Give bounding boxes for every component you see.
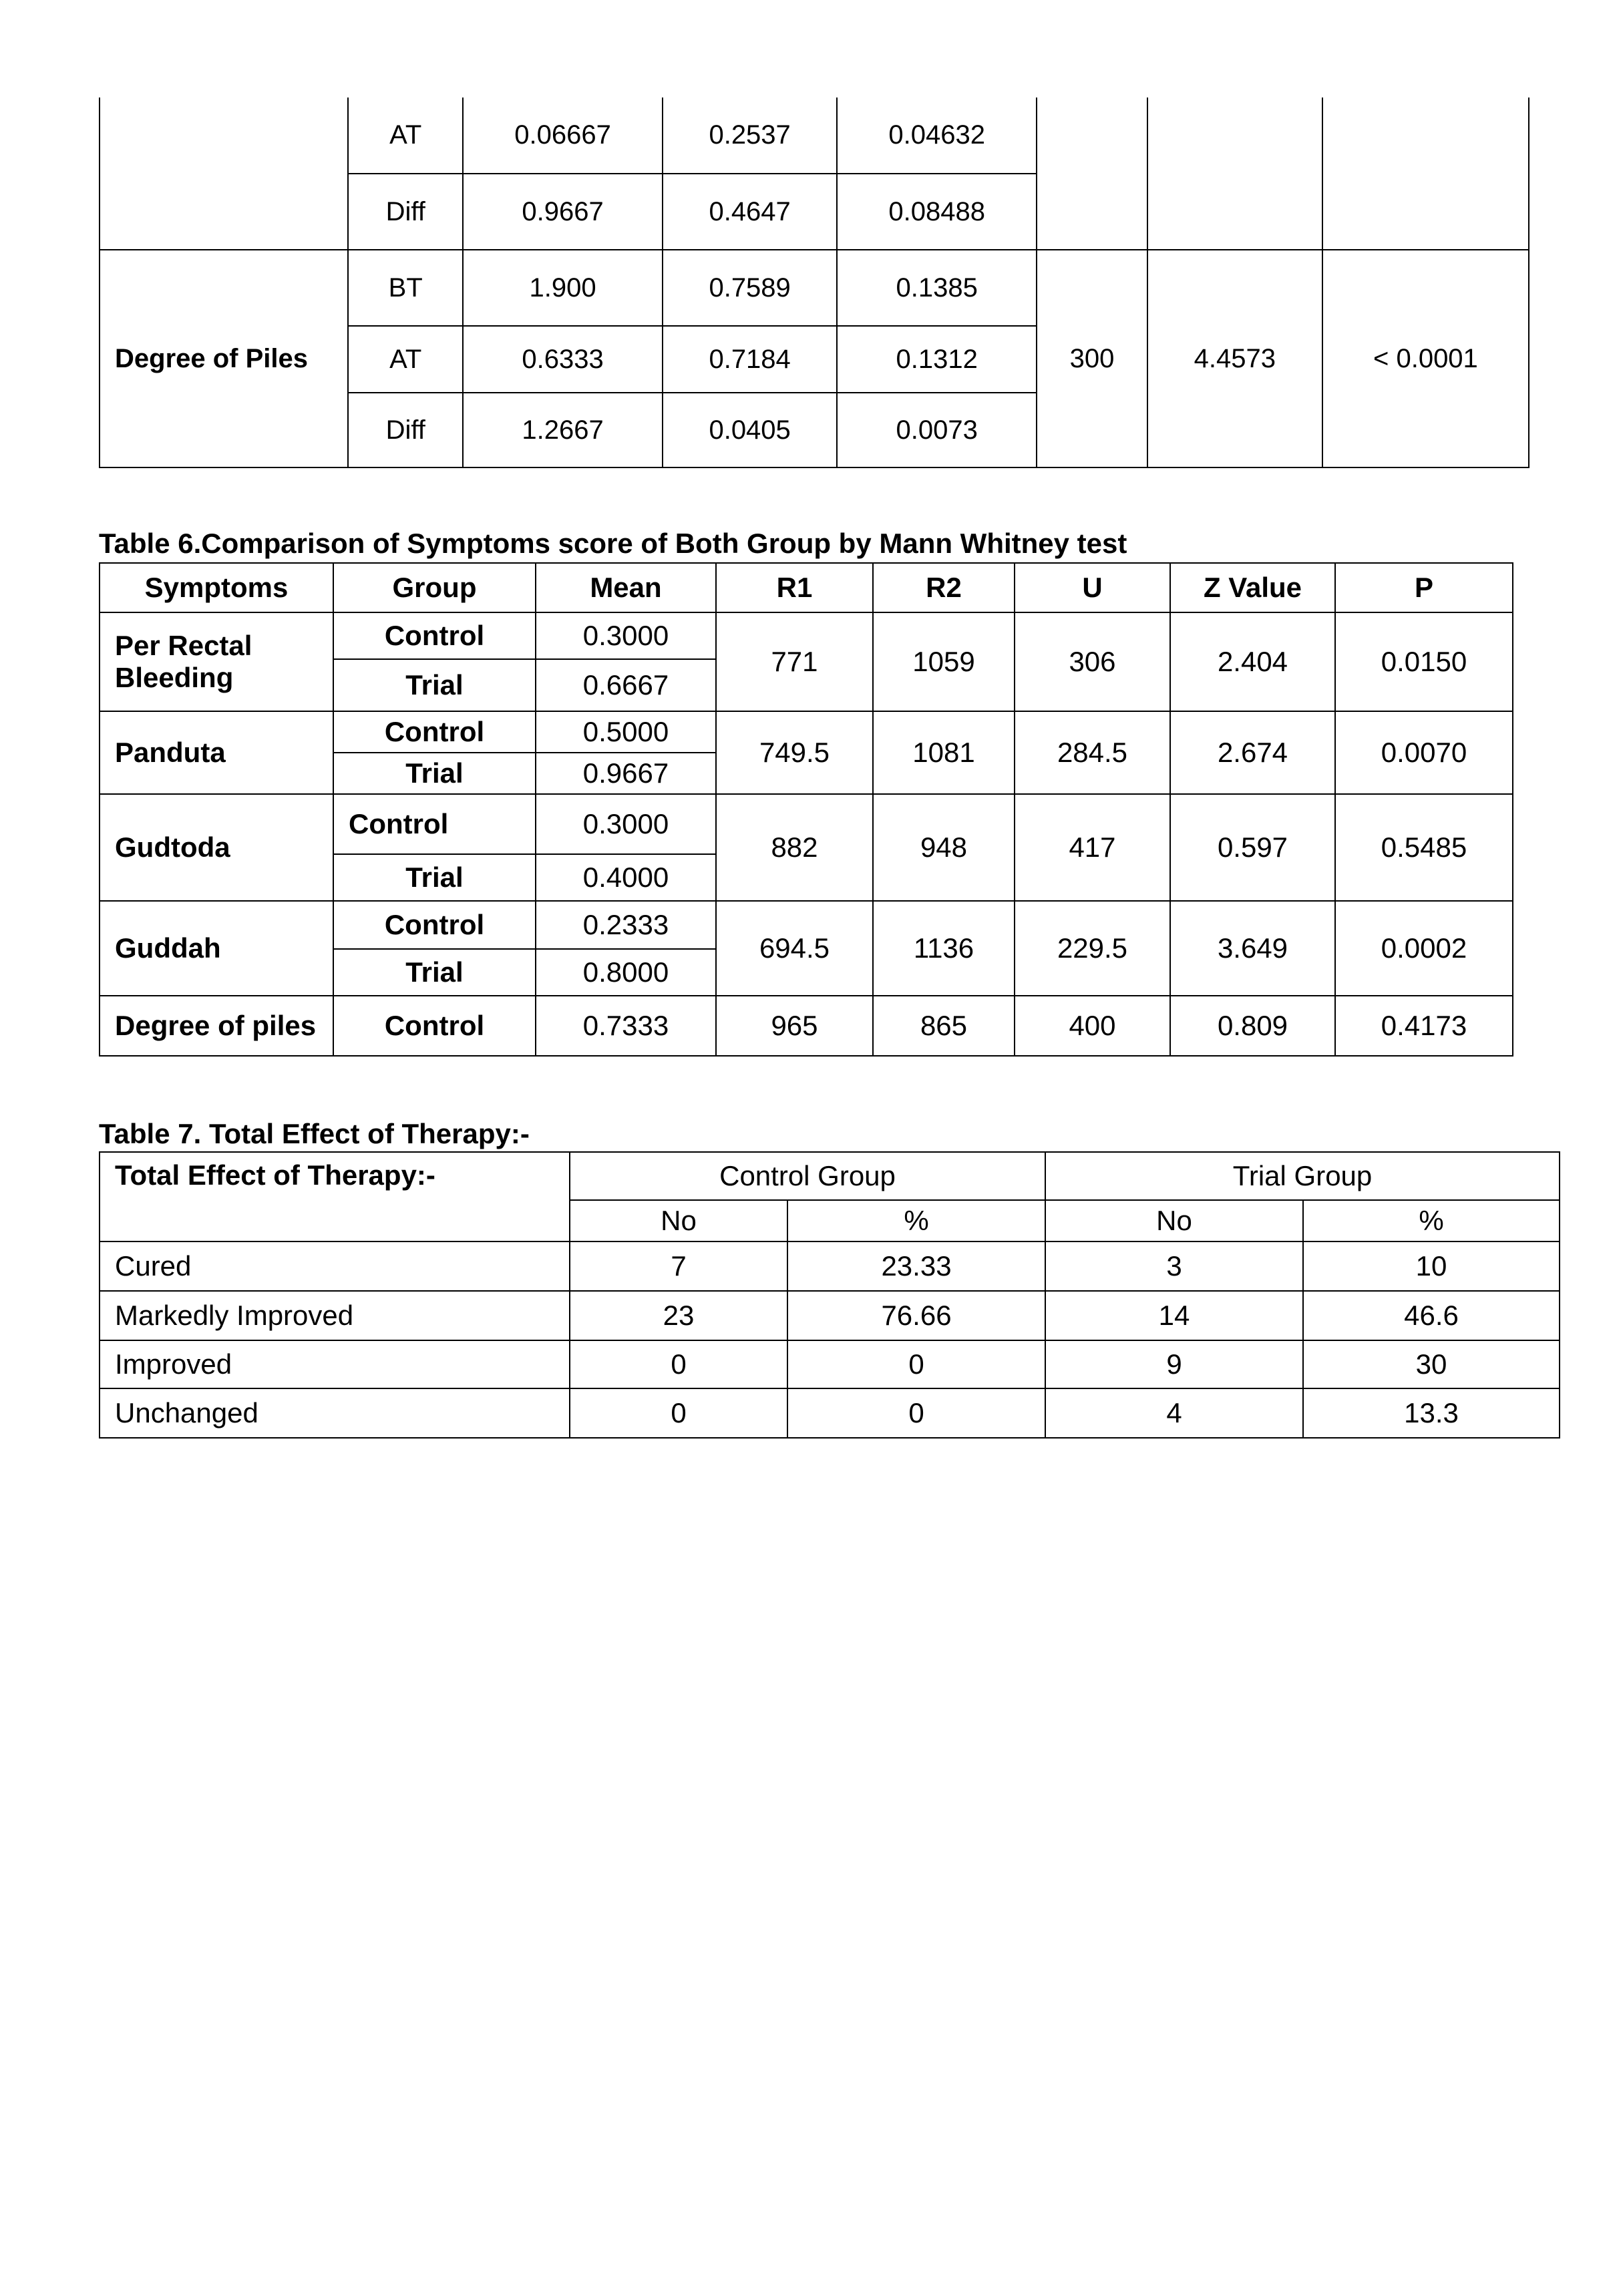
w-cell-empty — [1037, 98, 1147, 250]
z-cell: 0.809 — [1170, 996, 1335, 1056]
z-cell: 3.649 — [1170, 901, 1335, 996]
group-cell: Trial — [333, 854, 536, 901]
table-5-continued — [99, 98, 1529, 468]
effect-label: Cured — [100, 1241, 570, 1291]
p-cell: 0.5485 — [1335, 794, 1513, 901]
se-cell: 0.08488 — [837, 174, 1037, 250]
symptom-name: Per Rectal Bleeding — [100, 612, 333, 711]
u-cell: 417 — [1015, 794, 1170, 901]
row-label: Diff — [348, 393, 463, 467]
sd-cell: 0.7589 — [663, 250, 837, 326]
sd-cell: 0.7184 — [663, 326, 837, 393]
symptom-name: Guddah — [100, 901, 333, 996]
mean-cell: 0.9667 — [463, 174, 663, 250]
mean-cell: 0.2333 — [536, 901, 716, 949]
table-row — [100, 1241, 1560, 1291]
z-cell: 2.674 — [1170, 711, 1335, 794]
p-cell: < 0.0001 — [1322, 250, 1529, 467]
group-cell: Control — [333, 901, 536, 949]
table-7 — [99, 1151, 1560, 1439]
mean-cell: 0.3000 — [536, 612, 716, 659]
corner-header: Total Effect of Therapy:- — [100, 1152, 570, 1241]
table-row — [100, 1340, 1560, 1388]
u-cell: 284.5 — [1015, 711, 1170, 794]
table-row — [100, 901, 1513, 949]
control-pct: 23.33 — [787, 1241, 1045, 1291]
symptom-name: Panduta — [100, 711, 333, 794]
row-label: AT — [348, 98, 463, 174]
u-cell: 400 — [1015, 996, 1170, 1056]
r1-cell: 749.5 — [716, 711, 873, 794]
control-no: 0 — [570, 1388, 787, 1438]
col-header-group: Group — [333, 563, 536, 612]
trial-no: 9 — [1045, 1340, 1303, 1388]
group-cell: Trial — [333, 949, 536, 996]
table-row — [100, 98, 1529, 174]
trial-group-header: Trial Group — [1045, 1152, 1560, 1200]
control-pct: 76.66 — [787, 1291, 1045, 1340]
effect-label: Improved — [100, 1340, 570, 1388]
control-no: 23 — [570, 1291, 787, 1340]
group-cell-empty — [100, 98, 348, 250]
mean-cell: 1.2667 — [463, 393, 663, 467]
table-6-caption: Table 6.Comparison of Symptoms score of Both Group by Mann Whitney test — [99, 528, 1127, 559]
z-cell: 4.4573 — [1147, 250, 1322, 467]
trial-pct: 13.3 — [1303, 1388, 1560, 1438]
table-header-row — [100, 1152, 1560, 1200]
control-pct-header: % — [787, 1200, 1045, 1241]
table-6 — [99, 562, 1513, 1057]
r1-cell: 882 — [716, 794, 873, 901]
se-cell: 0.1312 — [837, 326, 1037, 393]
mean-cell: 0.3000 — [536, 794, 716, 854]
control-no: 7 — [570, 1241, 787, 1291]
r1-cell: 694.5 — [716, 901, 873, 996]
u-cell: 306 — [1015, 612, 1170, 711]
z-cell: 2.404 — [1170, 612, 1335, 711]
col-header-mean: Mean — [536, 563, 716, 612]
group-cell: Control — [333, 612, 536, 659]
mean-cell: 0.6333 — [463, 326, 663, 393]
effect-label: Markedly Improved — [100, 1291, 570, 1340]
col-header-z: Z Value — [1170, 563, 1335, 612]
z-cell-empty — [1147, 98, 1322, 250]
col-header-r1: R1 — [716, 563, 873, 612]
control-pct: 0 — [787, 1340, 1045, 1388]
mean-cell: 0.5000 — [536, 711, 716, 753]
trial-no: 4 — [1045, 1388, 1303, 1438]
se-cell: 0.04632 — [837, 98, 1037, 174]
r1-cell: 965 — [716, 996, 873, 1056]
r2-cell: 865 — [873, 996, 1015, 1056]
control-no: 0 — [570, 1340, 787, 1388]
se-cell: 0.1385 — [837, 250, 1037, 326]
effect-label: Unchanged — [100, 1388, 570, 1438]
symptom-name: Gudtoda — [100, 794, 333, 901]
col-header-p: P — [1335, 563, 1513, 612]
r2-cell: 1081 — [873, 711, 1015, 794]
mean-cell: 0.7333 — [536, 996, 716, 1056]
r1-cell: 771 — [716, 612, 873, 711]
p-cell: 0.0002 — [1335, 901, 1513, 996]
group-cell: Control — [333, 996, 536, 1056]
table-row — [100, 996, 1513, 1056]
group-cell: Trial — [333, 753, 536, 794]
p-cell: 0.0150 — [1335, 612, 1513, 711]
row-label: AT — [348, 326, 463, 393]
sd-cell: 0.0405 — [663, 393, 837, 467]
mean-cell: 0.6667 — [536, 659, 716, 711]
trial-no: 3 — [1045, 1241, 1303, 1291]
table-row — [100, 711, 1513, 753]
mean-cell: 0.4000 — [536, 854, 716, 901]
col-header-symptoms: Symptoms — [100, 563, 333, 612]
mean-cell: 0.8000 — [536, 949, 716, 996]
w-cell: 300 — [1037, 250, 1147, 467]
sd-cell: 0.4647 — [663, 174, 837, 250]
row-label: Diff — [348, 174, 463, 250]
control-pct: 0 — [787, 1388, 1045, 1438]
col-header-r2: R2 — [873, 563, 1015, 612]
table-row — [100, 1388, 1560, 1438]
table-row — [100, 794, 1513, 854]
trial-pct: 30 — [1303, 1340, 1560, 1388]
group-cell: Trial — [333, 659, 536, 711]
mean-cell: 0.06667 — [463, 98, 663, 174]
table-row — [100, 1291, 1560, 1340]
u-cell: 229.5 — [1015, 901, 1170, 996]
table-header-row — [100, 563, 1513, 612]
z-cell: 0.597 — [1170, 794, 1335, 901]
table-row — [100, 612, 1513, 659]
col-header-u: U — [1015, 563, 1170, 612]
r2-cell: 1059 — [873, 612, 1015, 711]
p-cell-empty — [1322, 98, 1529, 250]
mean-cell: 0.9667 — [536, 753, 716, 794]
trial-pct-header: % — [1303, 1200, 1560, 1241]
table-7-caption: Table 7. Total Effect of Therapy:- — [99, 1118, 530, 1149]
group-name: Degree of Piles — [100, 250, 348, 467]
group-cell: Control — [333, 711, 536, 753]
r2-cell: 1136 — [873, 901, 1015, 996]
row-label: BT — [348, 250, 463, 326]
trial-pct: 10 — [1303, 1241, 1560, 1291]
mean-cell: 1.900 — [463, 250, 663, 326]
trial-no: 14 — [1045, 1291, 1303, 1340]
symptom-name: Degree of piles — [100, 996, 333, 1056]
table-row — [100, 250, 1529, 326]
trial-pct: 46.6 — [1303, 1291, 1560, 1340]
p-cell: 0.4173 — [1335, 996, 1513, 1056]
control-group-header: Control Group — [570, 1152, 1045, 1200]
group-cell: Control — [333, 794, 536, 854]
control-no-header: No — [570, 1200, 787, 1241]
trial-no-header: No — [1045, 1200, 1303, 1241]
sd-cell: 0.2537 — [663, 98, 837, 174]
se-cell: 0.0073 — [837, 393, 1037, 467]
p-cell: 0.0070 — [1335, 711, 1513, 794]
r2-cell: 948 — [873, 794, 1015, 901]
